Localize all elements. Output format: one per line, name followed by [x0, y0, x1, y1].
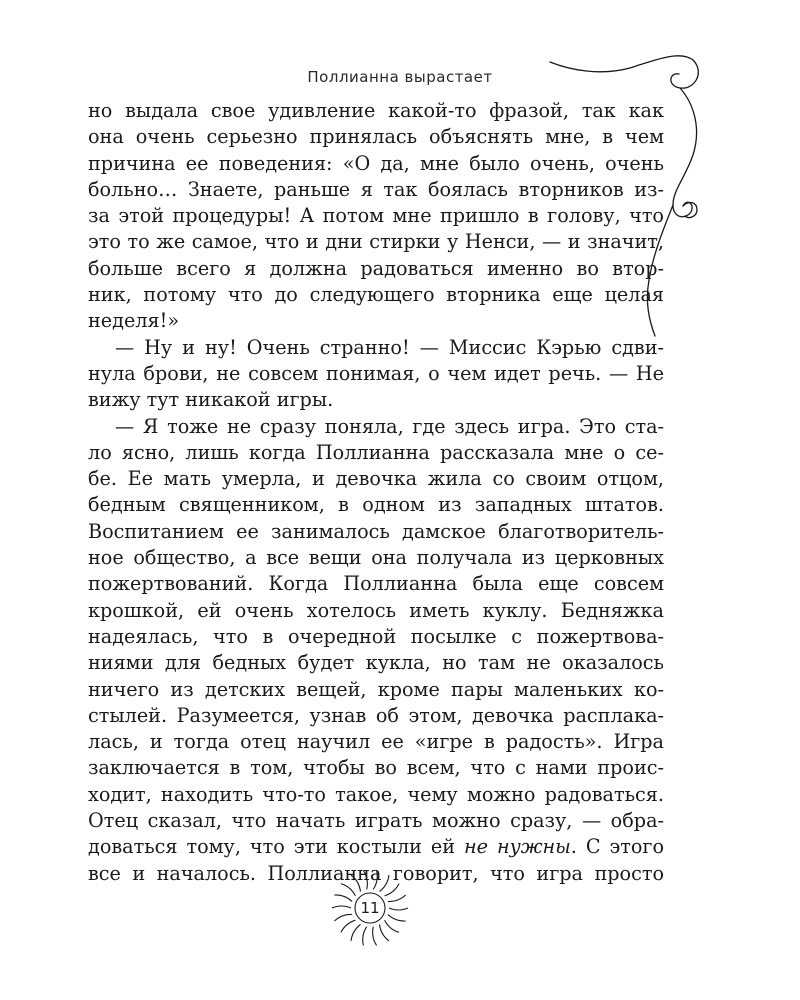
- text-line: ное общество, а все вещи она получала из церковных: [88, 546, 664, 570]
- text-line: пожертвований. Когда Поллианна была еще совсем: [88, 572, 664, 596]
- paragraph-3: [88, 414, 664, 887]
- text-line: ходит, находить что-то такое, чему можно радоваться.: [88, 782, 664, 806]
- text-line: Воспитанием ее занималось дамское благотворитель-: [88, 519, 664, 543]
- text-line: заключается в том, чтобы во всем, что с нами проис-: [88, 756, 664, 780]
- text-line: ничего из детских вещей, кроме пары маленьких ко-: [88, 677, 664, 701]
- text-line: все и началось. Поллианна говорит, что игра просто: [88, 861, 664, 885]
- text-line: ло ясно, лишь когда Поллианна рассказала мне о се-: [88, 440, 664, 464]
- text-line: это то же самое, что и дни стирки у Ненси, — и значит,: [88, 230, 664, 254]
- running-title: Поллианна вырастает: [307, 68, 493, 86]
- body-text: [88, 98, 664, 887]
- text-line: нула брови, не совсем понимая, о чем идет речь. — Не: [88, 361, 664, 385]
- text-line: ник, потому что до следующего вторника еще целая: [88, 283, 664, 307]
- text-line: больше всего я должна радоваться именно во втор-: [88, 256, 664, 280]
- text-line: надеялась, что в очередной посылке с пожертвова-: [88, 624, 664, 648]
- italic-emphasis: не нужны: [464, 835, 571, 859]
- paragraph-2: [88, 335, 664, 414]
- text-line: бе. Ее мать умерла, и девочка жила со своим отцом,: [88, 467, 664, 491]
- text-line: неделя!»: [88, 309, 180, 333]
- text-line: стылей. Разумеется, узнав об этом, девочка расплака-: [88, 703, 664, 727]
- text-line: но выдала свое удивление какой-то фразой, так как: [88, 99, 664, 122]
- text-line: она очень серьезно принялась объяснять мне, в чем: [88, 125, 664, 149]
- text-line: Отец сказал, что начать играть можно сразу, — обра-: [88, 809, 664, 833]
- page-number: 11: [360, 899, 380, 917]
- text-line: — Я тоже не сразу поняла, где здесь игра. Это ста-: [115, 414, 664, 438]
- text-line: лась, и тогда отец научил ее «игре в радость». Игра: [88, 730, 664, 754]
- page-number-ornament: [320, 858, 420, 958]
- text-line: причина ее поведения: «О да, мне было очень, очень: [88, 151, 664, 175]
- text-line: — Ну и ну! Очень странно! — Миссис Кэрью сдви-: [115, 335, 664, 359]
- text-line: больно… Знаете, раньше я так боялась вторников из-: [88, 177, 664, 201]
- text-line: крошкой, ей очень хотелось иметь куклу. Бедняжка: [88, 598, 664, 622]
- text-line: вижу тут никакой игры.: [88, 388, 334, 412]
- text-line: за этой процедуры! А потом мне пришло в голову, что: [88, 204, 664, 228]
- paragraph-1: [88, 98, 664, 335]
- text-line: ниями для бедных будет кукла, но там не оказалось: [88, 651, 664, 675]
- text-line: бедным священником, в одном из западных штатов.: [88, 493, 664, 517]
- text-line-with-emphasis: доваться тому, что эти костыли ей не нужны. С этого: [88, 835, 664, 859]
